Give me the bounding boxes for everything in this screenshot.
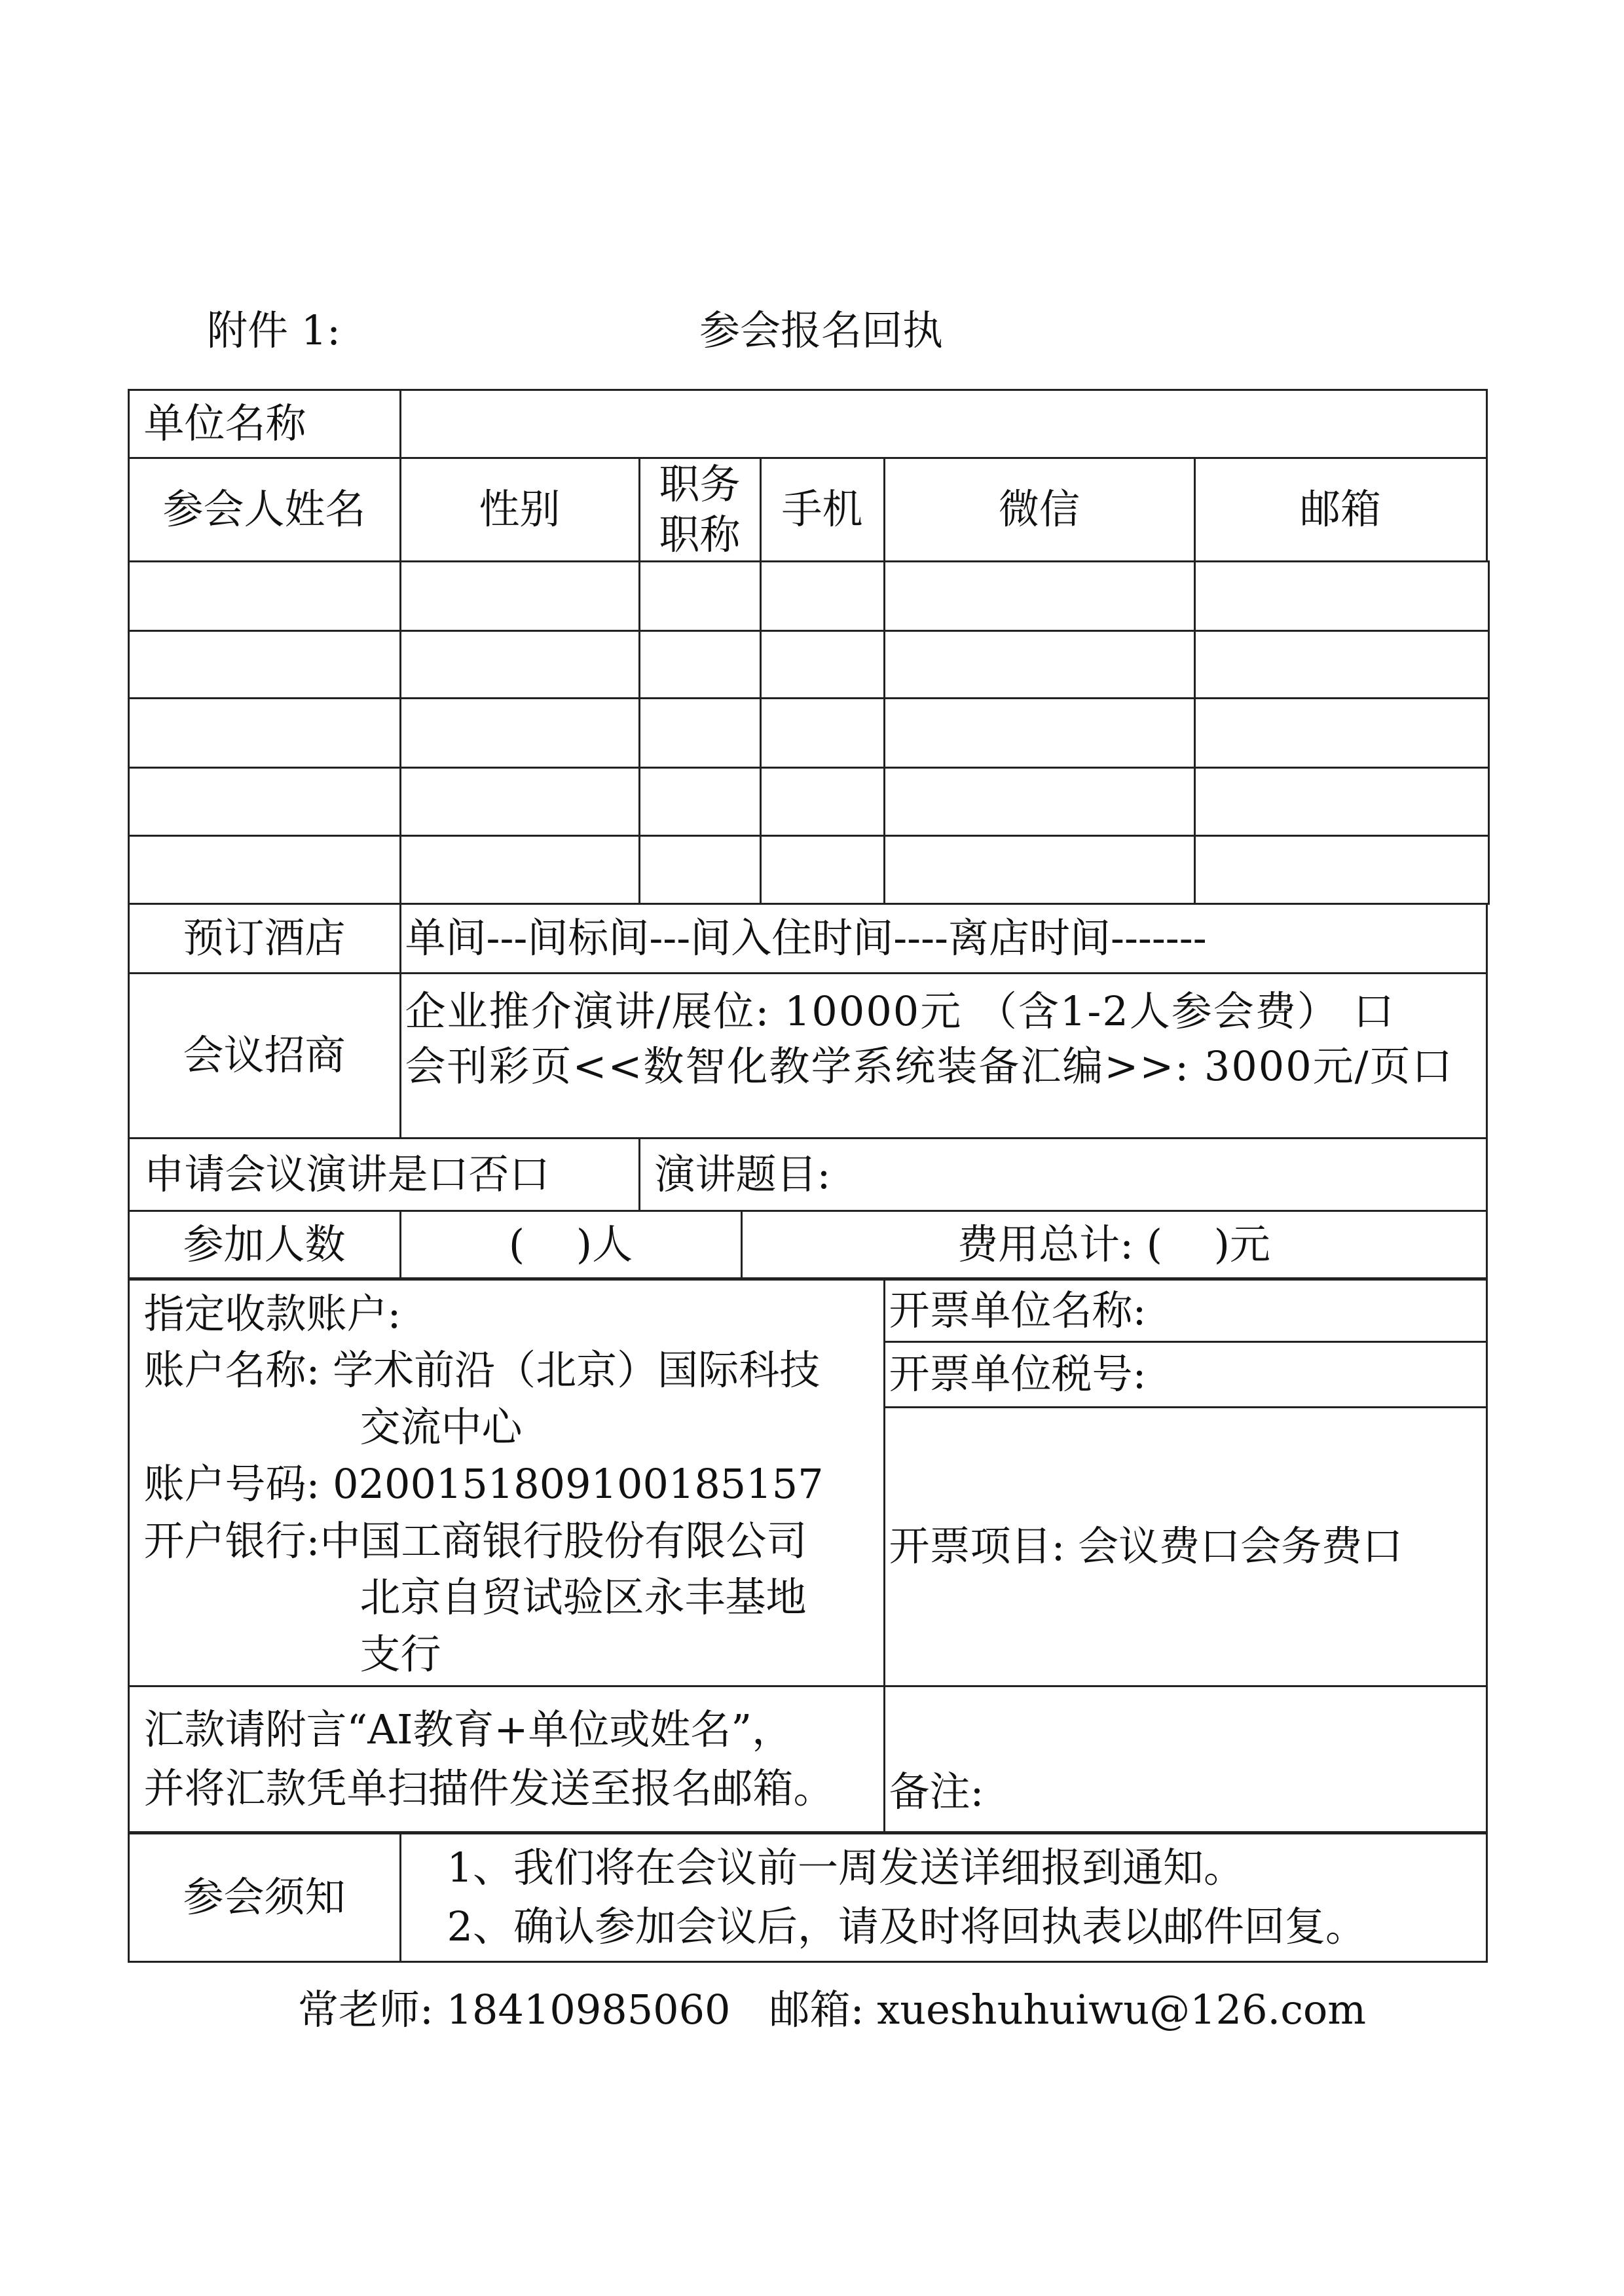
attendee-cell[interactable] <box>638 630 762 699</box>
attendee-cell[interactable] <box>128 697 401 769</box>
total-fee-field[interactable]: 费用总计: ( )元 <box>741 1210 1488 1279</box>
attendee-cell[interactable] <box>399 630 640 699</box>
col-header-position-line2: 职称 <box>659 511 741 558</box>
invoice-name-field[interactable]: 开票单位名称: <box>883 1277 1488 1343</box>
col-header-name: 参会人姓名 <box>128 457 401 562</box>
notice-item-1: 1、我们将在会议前一周发送详细报到通知。 <box>447 1844 1244 1892</box>
account-name: 学术前沿（北京）国际科技 <box>333 1346 821 1394</box>
sponsor-option-ad[interactable]: 会刊彩页<<数智化教学系统装备汇编>>: 3000元/页口 <box>405 1042 1454 1090</box>
account-name-cont: 交流中心 <box>360 1403 523 1451</box>
attendee-cell[interactable] <box>638 697 762 769</box>
invoice-tax-field[interactable]: 开票单位税号: <box>883 1341 1488 1408</box>
account-title: 指定收款账户: <box>143 1289 401 1338</box>
col-header-wechat: 微信 <box>883 457 1196 562</box>
attendee-cell[interactable] <box>760 767 885 837</box>
account-no-label: 账户号码: <box>143 1459 320 1508</box>
col-header-gender: 性别 <box>399 457 640 562</box>
attendees-label: 参加人数 <box>128 1210 401 1279</box>
remittance-line1: 汇款请附言“AI教育+单位或姓名”， <box>143 1705 793 1753</box>
remark-field[interactable]: 备注: <box>883 1685 1488 1833</box>
sponsor-label: 会议招商 <box>128 972 401 1139</box>
unit-name-label: 单位名称 <box>128 389 401 459</box>
col-header-phone: 手机 <box>760 457 885 562</box>
attendee-cell[interactable] <box>399 697 640 769</box>
attendee-cell[interactable] <box>638 835 762 905</box>
attachment-label: 附件 1: <box>207 306 341 354</box>
attendee-cell[interactable] <box>128 560 401 632</box>
attendee-cell[interactable] <box>128 835 401 905</box>
invoice-item-field[interactable]: 开票项目: 会议费口会务费口 <box>883 1406 1488 1687</box>
attendee-cell[interactable] <box>760 560 885 632</box>
attendee-cell[interactable] <box>883 630 1196 699</box>
attendees-count-field[interactable]: ( )人 <box>399 1210 743 1279</box>
attendee-cell[interactable] <box>883 767 1196 837</box>
account-info <box>128 1277 885 1687</box>
remittance-note <box>128 1685 885 1833</box>
sponsor-options <box>399 972 1488 1139</box>
attendee-cell[interactable] <box>1194 560 1490 632</box>
attendee-cell[interactable] <box>760 835 885 905</box>
attendee-cell[interactable] <box>638 560 762 632</box>
attendee-cell[interactable] <box>128 767 401 837</box>
footer-contact: 常老师: 18410985060 邮箱: xueshuhuiwu@126.com <box>298 1986 1367 2033</box>
hotel-label: 预订酒店 <box>128 903 401 974</box>
notice-item-2: 2、确认参加会议后，请及时将回执表以邮件回复。 <box>447 1903 1366 1950</box>
speech-apply[interactable]: 申请会议演讲是口否口 <box>128 1137 640 1212</box>
attendee-cell[interactable] <box>883 835 1196 905</box>
bank-label: 开户银行: <box>143 1516 320 1565</box>
bank-name-cont: 北京自贸试验区永丰基地 <box>360 1573 807 1622</box>
bank-name: 中国工商银行股份有限公司 <box>320 1516 807 1565</box>
remittance-line2: 并将汇款凭单扫描件发送至报名邮箱。 <box>143 1764 834 1812</box>
notice-content <box>399 1831 1488 1963</box>
col-header-position <box>638 457 762 562</box>
sponsor-option-speech[interactable]: 企业推介演讲/展位: 10000元 （含1-2人参会费） 口 <box>405 987 1395 1036</box>
attendee-cell[interactable] <box>1194 630 1490 699</box>
attendee-cell[interactable] <box>1194 697 1490 769</box>
attendee-cell[interactable] <box>128 630 401 699</box>
attendee-cell[interactable] <box>1194 767 1490 837</box>
hotel-field[interactable]: 单间---间标间---间入住时间----离店时间------- <box>399 903 1488 974</box>
account-name-label: 账户名称: <box>143 1346 320 1394</box>
attendee-cell[interactable] <box>883 697 1196 769</box>
attendee-cell[interactable] <box>399 560 640 632</box>
attendee-cell[interactable] <box>883 560 1196 632</box>
col-header-position-line1: 职务 <box>659 460 741 508</box>
col-header-email: 邮箱 <box>1194 457 1488 562</box>
bank-name-cont2: 支行 <box>360 1630 441 1679</box>
unit-name-input[interactable] <box>399 389 1488 459</box>
page-title: 参会报名回执 <box>699 306 944 354</box>
attendee-cell[interactable] <box>399 835 640 905</box>
attendee-cell[interactable] <box>638 767 762 837</box>
attendee-cell[interactable] <box>760 630 885 699</box>
attendee-cell[interactable] <box>1194 835 1490 905</box>
speech-topic-field[interactable]: 演讲题目: <box>638 1137 1488 1212</box>
notice-label: 参会须知 <box>128 1831 401 1963</box>
attendee-cell[interactable] <box>399 767 640 837</box>
attendee-cell[interactable] <box>760 697 885 769</box>
account-no: 0200151809100185157 <box>333 1459 824 1508</box>
